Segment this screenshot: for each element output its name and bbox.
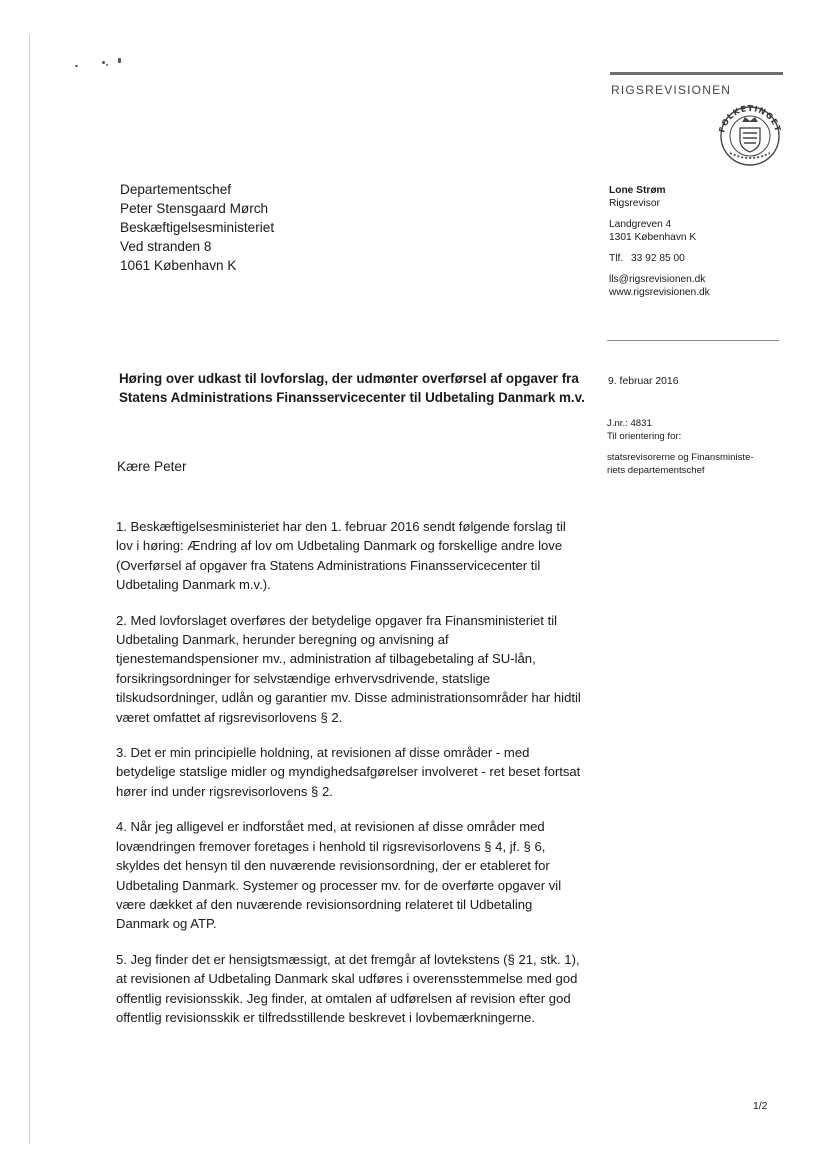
organization-name: RIGSREVISIONEN — [611, 83, 732, 97]
journal-number: J.nr.: 4831 — [607, 418, 652, 429]
header-rule — [610, 72, 783, 75]
recipient-line: Ved stranden 8 — [120, 239, 212, 254]
recipient-address — [120, 180, 274, 275]
page-edge-line — [29, 34, 30, 1144]
sender-email: lls@rigsrevisionen.dk — [609, 274, 706, 285]
sender-city: 1301 København K — [609, 232, 697, 243]
body-paragraph: 1. Beskæftigelsesministeriet har den 1. februar 2016 sendt følgende forslag til lov i høring: Ændring af lov om Udbetaling Danmark og forskellige andre love (Overførsel af opgaver fra Statens Administrations Finansservicecenter til Udbetaling Danmark m.v.). — [116, 519, 566, 593]
letter-date: 9. februar 2016 — [608, 376, 679, 387]
sender-phone: 33 92 85 00 — [631, 253, 685, 264]
cc-recipients-line: riets departementschef — [607, 464, 705, 476]
sender-street: Landgreven 4 — [609, 219, 672, 230]
salutation: Kære Peter — [117, 459, 187, 474]
recipient-line: Departementschef — [120, 182, 232, 197]
sender-name: Lone Strøm — [609, 185, 666, 196]
cc-recipients-line: statsrevisorerne og Finansministe- — [607, 452, 754, 463]
letter-meta — [607, 418, 787, 477]
letter-body — [116, 517, 586, 1043]
scan-specks — [72, 58, 132, 72]
body-paragraph: 3. Det er min principielle holdning, at revisionen af disse områder - med betydelige statslige midler og myndighedsafgørelser involveret - ret beset fortsat hører ind under rigsrevisorlovens § 2. — [116, 745, 581, 799]
letter-subject: Høring over udkast til lovforslag, der udmønter overførsel af opgaver fra Statens Administrations Finansservicecenter til Udbetaling Danmark m.v. — [119, 371, 585, 405]
cc-label: Til orientering for: — [607, 430, 682, 442]
body-paragraph: 2. Med lovforslaget overføres der betydelige opgaver fra Finansministeriet til Udbetaling Danmark, herunder beregning og anvisning af tjenestemandspensioner mv., administration af tilbagebetaling af SU-lån, forsikringsordninger for selvstændige erhvervsdrivende, statslige tilskudsordninger, udlån og garantier mv. Disse administrationsområder har hidtil været omfattet af rigsrevisorlovens § 2. — [116, 612, 581, 725]
body-paragraph: 5. Jeg finder det er hensigtsmæssigt, at det fremgår af lovtekstens (§ 21, stk. 1), at revisionen af Udbetaling Danmark skal udføres i overensstemmelse med god offentlig revisionsskik. Jeg finder, at omtalen af udførelsen af revision efter god offentlig revisionsskik er tilfredsstillende beskrevet i lovbemærkningerne. — [116, 951, 580, 1025]
sender-block — [609, 184, 710, 299]
sidebar-rule — [607, 340, 779, 341]
sender-website: www.rigsrevisionen.dk — [609, 287, 710, 298]
sender-phone-row — [609, 252, 710, 265]
svg-text:FOLKETINGET: FOLKETINGET — [717, 103, 783, 134]
sender-title: Rigsrevisor — [609, 198, 660, 209]
body-paragraph: 4. Når jeg alligevel er indforstået med, at revisionen af disse områder med lovændringen fremover foretages i henhold til rigsrevisorlovens § 4, jf. § 6, skyldes det hensyn til den nuværende revisionsordning, der er etableret for Udbetaling Danmark. Systemer og processer mv. for de overførte opgaver vil være dækket af den nuværende revisionsordning relateret til Udbetaling Danmark og ATP. — [116, 819, 562, 932]
recipient-line: 1061 København K — [120, 258, 237, 273]
recipient-line: Peter Stensgaard Mørch — [120, 201, 269, 216]
folketinget-seal — [712, 103, 788, 167]
recipient-line: Beskæftigelsesministeriet — [120, 220, 275, 235]
page-number: 1/2 — [753, 1101, 768, 1112]
phone-label: Tlf. — [609, 253, 624, 264]
